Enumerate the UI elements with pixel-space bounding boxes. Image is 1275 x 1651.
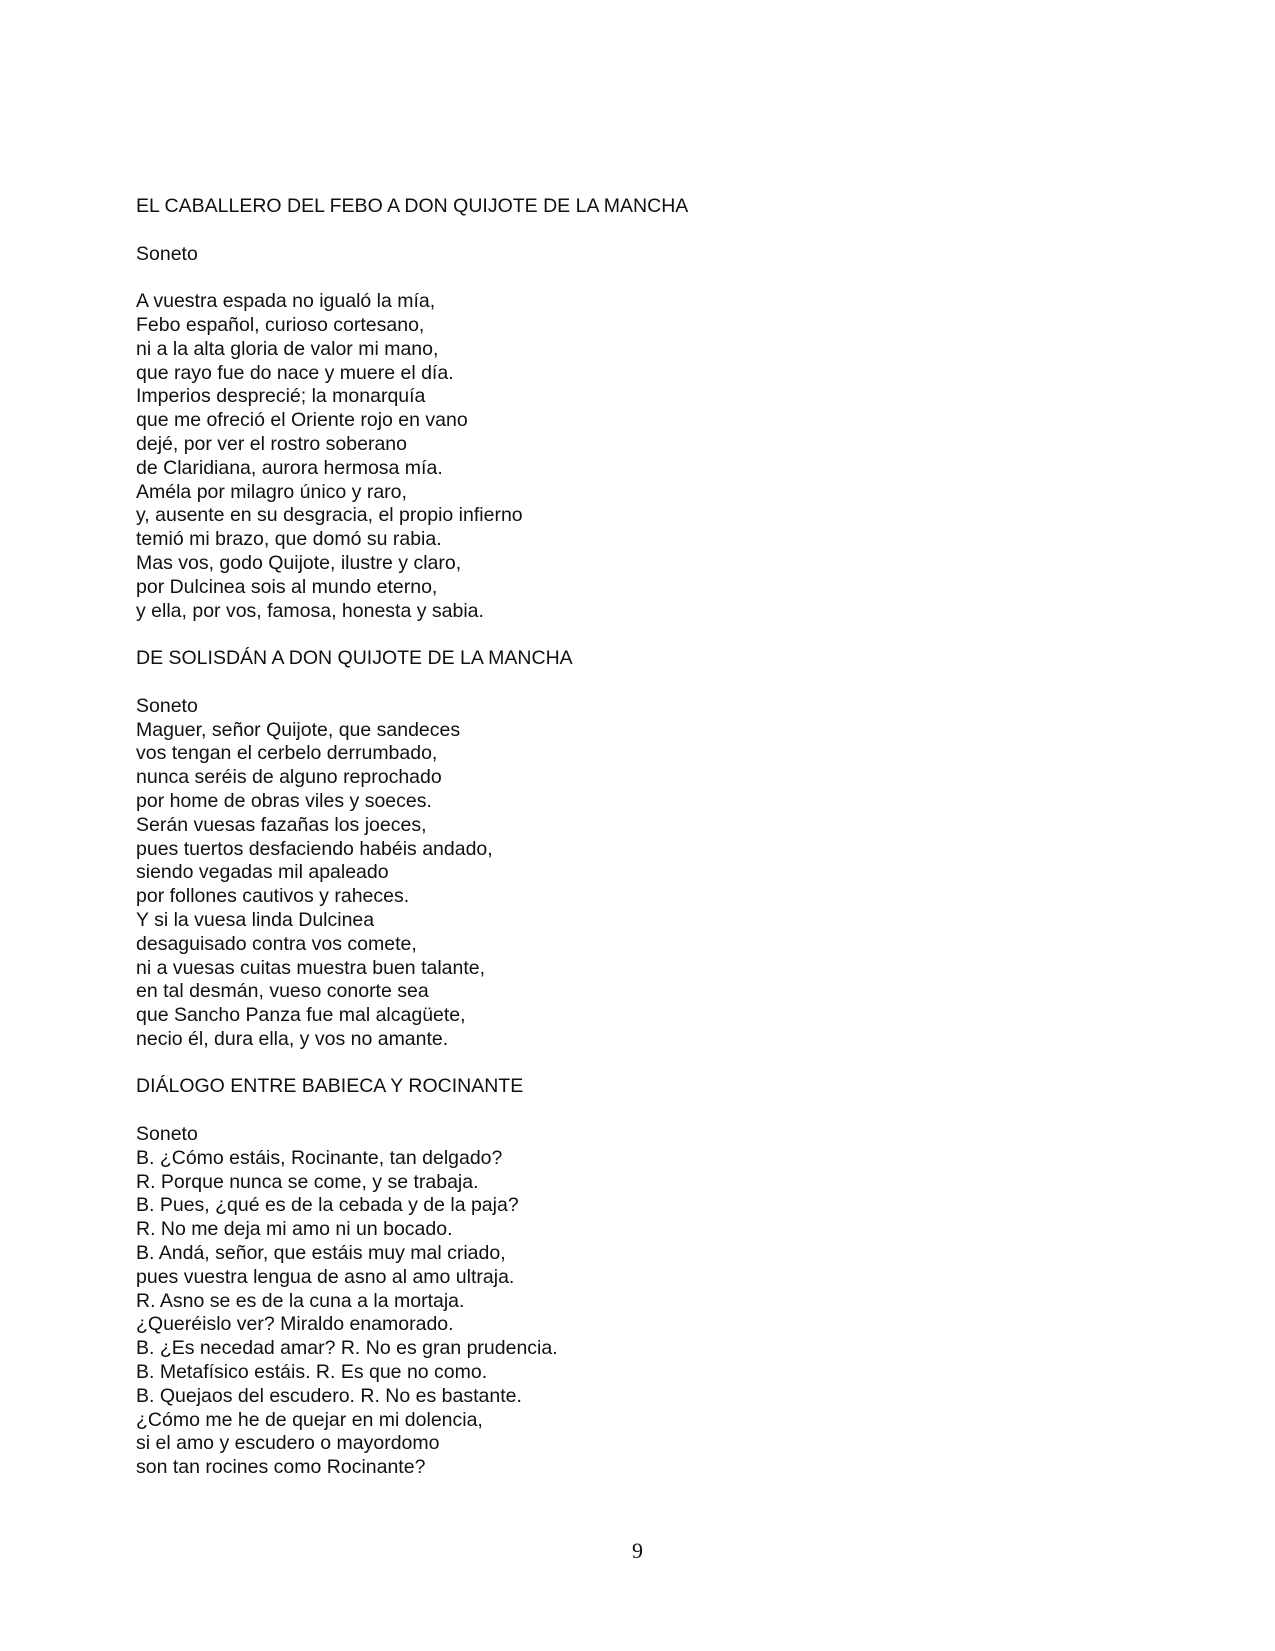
poem-line: son tan rocines como Rocinante? <box>136 1456 426 1479</box>
poem-line: ¿Queréislo ver? Miraldo enamorado. <box>136 1313 454 1336</box>
poem-line: A vuestra espada no igualó la mía, <box>136 290 436 313</box>
poem-line: vos tengan el cerbelo derrumbado, <box>136 742 438 765</box>
poem-line: de Claridiana, aurora hermosa mía. <box>136 456 443 479</box>
poem-line: pues tuertos desfaciendo habéis andado, <box>136 837 493 860</box>
spacer <box>136 1052 1136 1076</box>
poem-line: siendo vegadas mil apaleado <box>136 861 389 884</box>
poem-line: ¿Cómo me he de quejar en mi dolencia, <box>136 1408 483 1431</box>
section-subtitle: Soneto <box>136 694 198 717</box>
poem-line: B. Quejaos del escudero. R. No es bastante. <box>136 1384 522 1407</box>
section-title: DE SOLISDÁN A DON QUIJOTE DE LA MANCHA <box>136 647 573 670</box>
poem-line: B. Andá, señor, que estáis muy mal criado, <box>136 1242 506 1265</box>
poem-line: Améla por milagro único y raro, <box>136 480 407 503</box>
spacer <box>136 1099 1136 1123</box>
poem-line: y ella, por vos, famosa, honesta y sabia. <box>136 599 484 622</box>
poem-line: y, ausente en su desgracia, el propio infierno <box>136 504 523 527</box>
poem-line: B. ¿Cómo estáis, Rocinante, tan delgado? <box>136 1146 503 1169</box>
poem-line: dejé, por ver el rostro soberano <box>136 432 407 455</box>
section-title: DIÁLOGO ENTRE BABIECA Y ROCINANTE <box>136 1075 524 1098</box>
spacer <box>136 623 1136 647</box>
poem-line: Y si la vuesa linda Dulcinea <box>136 908 375 931</box>
poem-line: ni a la alta gloria de valor mi mano, <box>136 337 439 360</box>
poem-line: que me ofreció el Oriente rojo en vano <box>136 409 468 432</box>
poem-line: que rayo fue do nace y muere el día. <box>136 361 454 384</box>
poem-line: nunca seréis de alguno reprochado <box>136 766 442 789</box>
page-body <box>136 195 1136 1480</box>
poem-line: en tal desmán, vueso conorte sea <box>136 980 429 1003</box>
poem-line: B. Metafísico estáis. R. Es que no como. <box>136 1361 488 1384</box>
poem-line: necio él, dura ella, y vos no amante. <box>136 1027 449 1050</box>
poem-line: por Dulcinea sois al mundo eterno, <box>136 575 438 598</box>
poem-line: B. Pues, ¿qué es de la cebada y de la paja? <box>136 1194 519 1217</box>
poem-line: Febo español, curioso cortesano, <box>136 313 425 336</box>
poem-line: Maguer, señor Quijote, que sandeces <box>136 718 461 741</box>
poem-line: por home de obras viles y soeces. <box>136 789 432 812</box>
page-number: 9 <box>632 1538 643 1563</box>
section-subtitle: Soneto <box>136 1123 198 1146</box>
poem-line: Serán vuesas fazañas los joeces, <box>136 813 427 836</box>
section-subtitle: Soneto <box>136 242 198 265</box>
poem-line: Imperios desprecié; la monarquía <box>136 385 426 408</box>
spacer <box>136 266 1136 290</box>
poem-line: desaguisado contra vos comete, <box>136 932 417 955</box>
section-title: EL CABALLERO DEL FEBO A DON QUIJOTE DE LA MANCHA <box>136 195 689 217</box>
poem-line: temió mi brazo, que domó su rabia. <box>136 528 442 551</box>
spacer <box>136 219 1136 243</box>
poem-line: si el amo y escudero o mayordomo <box>136 1432 440 1455</box>
poem-line: que Sancho Panza fue mal alcagüete, <box>136 1004 466 1027</box>
poem-line: R. Porque nunca se come, y se trabaja. <box>136 1170 479 1193</box>
poem-line: B. ¿Es necedad amar? R. No es gran prudencia. <box>136 1337 558 1360</box>
poem-line: por follones cautivos y raheces. <box>136 885 410 908</box>
spacer <box>136 671 1136 695</box>
poem-line: pues vuestra lengua de asno al amo ultraja. <box>136 1265 515 1288</box>
poem-line: Mas vos, godo Quijote, ilustre y claro, <box>136 551 462 574</box>
poem-line: R. No me deja mi amo ni un bocado. <box>136 1218 453 1241</box>
poem-line: ni a vuesas cuitas muestra buen talante, <box>136 956 486 979</box>
poem-line: R. Asno se es de la cuna a la mortaja. <box>136 1289 465 1312</box>
